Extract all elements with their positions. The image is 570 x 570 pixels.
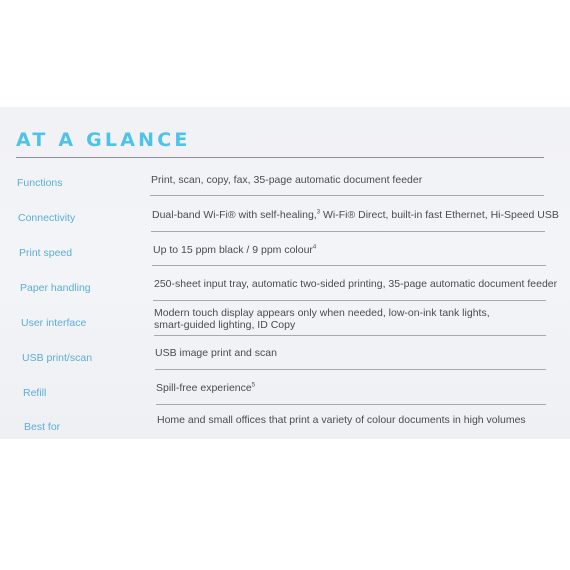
spec-row-connectivity [18, 209, 559, 246]
spec-value: Up to 15 ppm black / 9 ppm colour$^4$ [153, 244, 317, 256]
spec-value: USB image print and scan [155, 347, 277, 359]
spec-label: Best for [24, 421, 61, 433]
spec-value: Print, scan, copy, fax, 35-page automatic document feeder [151, 174, 423, 186]
spec-row-functions [17, 174, 547, 211]
spec-label: Connectivity [18, 212, 76, 224]
spec-label: USB print/scan [22, 352, 93, 364]
spec-value: Home and small offices that print a variety of colour documents in high volumes [157, 414, 526, 426]
spec-value: Dual-band Wi-Fi® with self-healing,$^3$ Wi-Fi® Direct, built-in fast Ethernet, Hi-Speed USB [152, 209, 559, 221]
row-divider [151, 231, 545, 232]
spec-label: Paper handling [20, 282, 91, 294]
spec-sheet [0, 107, 570, 439]
spec-row-best-for [24, 414, 554, 455]
row-divider [155, 369, 546, 370]
page-title: AT A GLANCE [16, 129, 191, 151]
spec-row-user-interface [21, 307, 551, 351]
spec-row-print-speed [19, 244, 549, 281]
spec-value: 250-sheet input tray, automatic two-sided printing, 35-page automatic document feeder [154, 278, 558, 290]
spec-value: Spill-free experience$^5$ [156, 382, 256, 394]
spec-label: Functions [17, 177, 63, 189]
spec-label: User interface [21, 317, 87, 329]
row-divider [152, 265, 546, 266]
spec-value: Modern touch display appears only when needed, low-on-ink tank lights, smart-guided lighting, ID Copy [154, 307, 490, 331]
row-divider [150, 195, 544, 196]
row-divider [154, 335, 546, 336]
row-divider [153, 300, 546, 301]
spec-table [0, 107, 570, 439]
row-divider [156, 404, 546, 405]
spec-label: Refill [23, 387, 47, 399]
spec-label: Print speed [19, 247, 73, 259]
